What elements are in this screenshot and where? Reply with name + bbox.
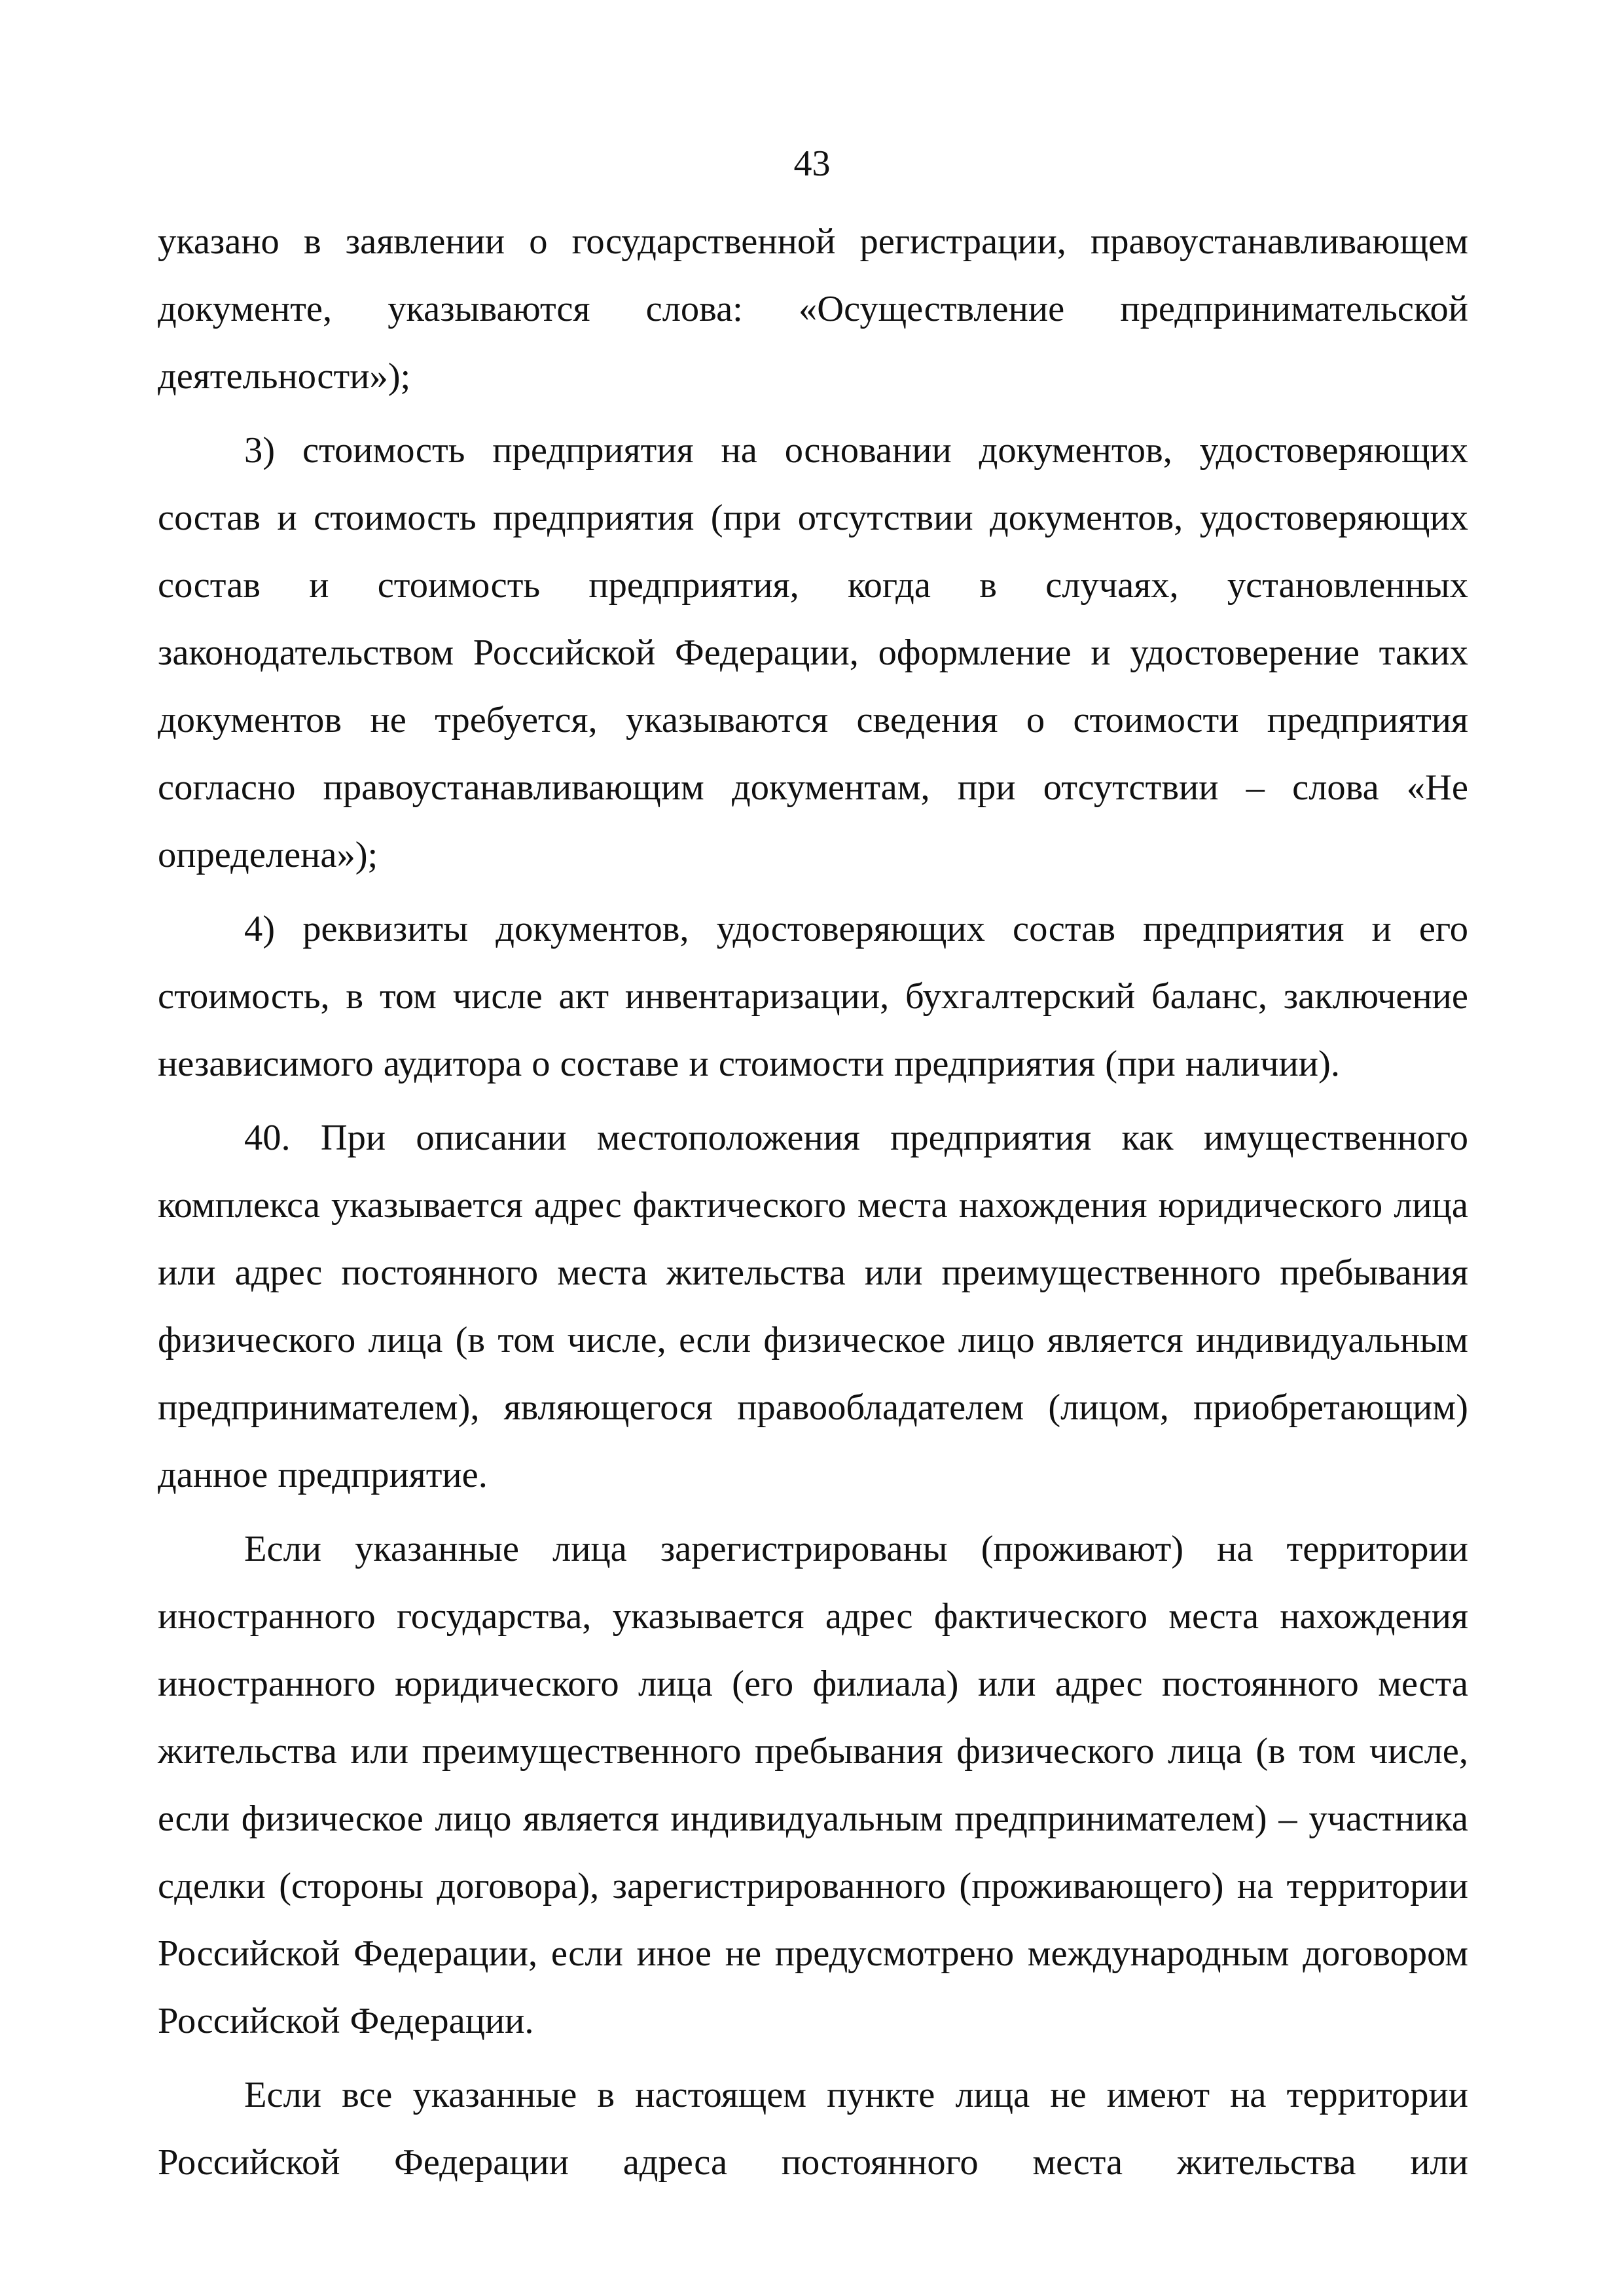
paragraph-item-3: 3) стоимость предприятия на основании документов, удостоверяющих состав и стоимость предприятия (при отсутствии документов, удостоверяющих состав и стоимость предприятия, когда в случаях, установленных законодательством Российской Федерации, оформление и удостоверение таких документов не требуется, указываются сведения о стоимости предприятия согласно правоустанавливающим документам, при отсутствии – слова «Не определена»); [158,430,1468,875]
paragraph-item-4: 4) реквизиты документов, удостоверяющих состав предприятия и его стоимость, в том числе акт инвентаризации, бухгалтерский баланс, заключение независимого аудитора о составе и стоимости предприятия (при наличии). [158,909,1468,1084]
paragraph-continuation: указано в заявлении о государственной регистрации, правоустанавливающем документе, указываются слова: «Осуществление предпринимательской деятельности»); [158,221,1468,397]
document-body [158,208,1468,2196]
paragraph-clause-40: 40. При описании местоположения предприятия как имущественного комплекса указывается адрес фактического места нахождения юридического лица или адрес постоянного места жительства или преимущественного пребывания физического лица (в том числе, если физическое лицо является индивидуальным предпринимателем), являющегося правообладателем (лицом, приобретающим) данное предприятие. [158,1118,1468,1495]
paragraph-no-address: Если все указанные в настоящем пункте лица не имеют на территории Российской Федерации адреса постоянного места жительства или [158,2075,1468,2183]
paragraph-foreign-persons: Если указанные лица зарегистрированы (проживают) на территории иностранного государства, указывается адрес фактического места нахождения иностранного юридического лица (его филиала) или адрес постоянного места жительства или преимущественного пребывания физического лица (в том числе, если физическое лицо является индивидуальным предпринимателем) – участника сделки (стороны договора), зарегистрированного (проживающего) на территории Российской Федерации, если иное не предусмотрено международным договором Российской Федерации. [158,1529,1468,2041]
page-number: 43 [793,143,831,184]
